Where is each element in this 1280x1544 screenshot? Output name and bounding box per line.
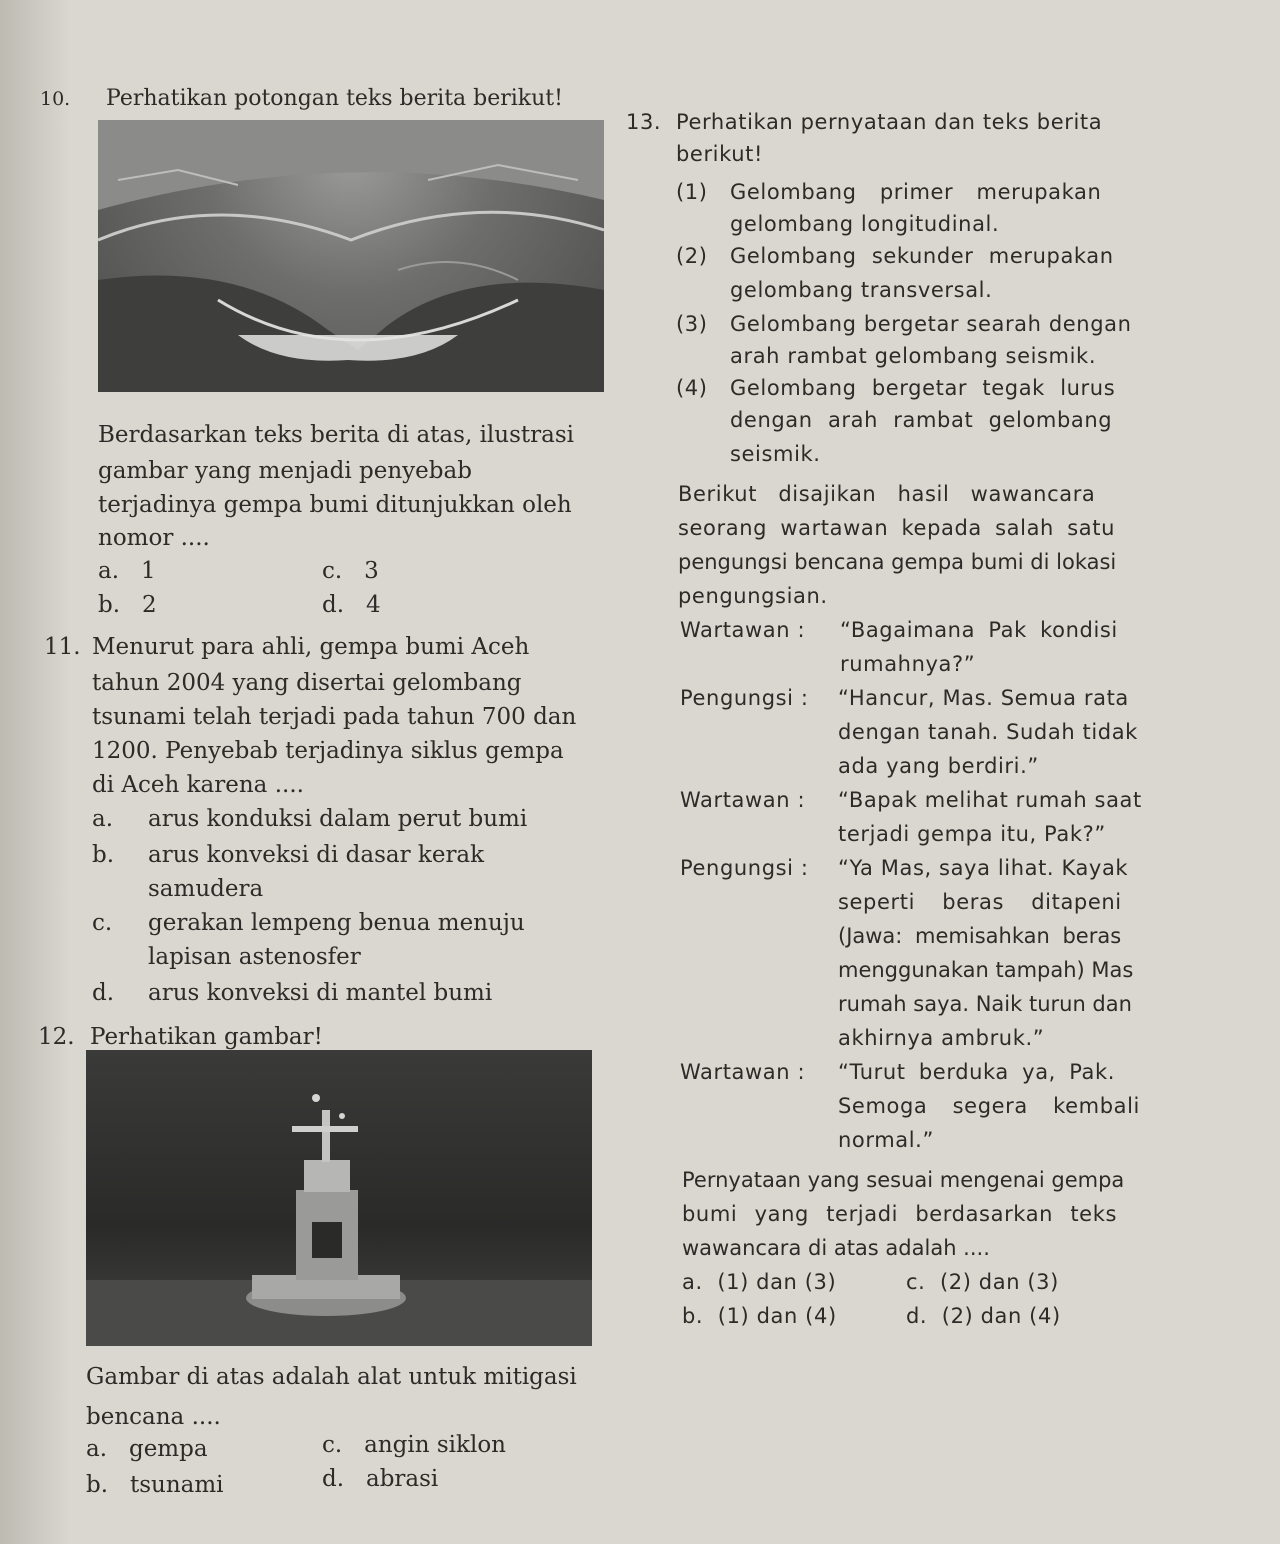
- q12-buoy-photo: [86, 1050, 592, 1346]
- dialogue-2-speaker: Pengungsi :: [680, 686, 809, 710]
- q11-option-c-cont[interactable]: lapisan astenosfer: [148, 944, 361, 970]
- dialogue-5-line-3: normal.”: [838, 1128, 934, 1152]
- q12-option-c[interactable]: c. angin siklon: [322, 1432, 506, 1458]
- q13-statement-1-cont: gelombang longitudinal.: [730, 212, 1000, 236]
- q10-news-image: [98, 120, 604, 392]
- dialogue-4-speaker: Pengungsi :: [680, 856, 809, 880]
- q13-option-d[interactable]: d. (2) dan (4): [906, 1304, 1061, 1328]
- q11-line-4: 1200. Penyebab terjadinya siklus gempa: [92, 738, 564, 764]
- q12-option-b[interactable]: b. tsunami: [86, 1472, 224, 1498]
- q12-option-d[interactable]: d. abrasi: [322, 1466, 439, 1492]
- q10-text-line-2: gambar yang menjadi penyebab: [98, 458, 472, 484]
- q12-text-line-2: bencana ....: [86, 1404, 221, 1430]
- q13-statement-2-num: (2): [676, 244, 708, 268]
- q13-statement-1: Gelombang primer merupakan: [730, 180, 1102, 204]
- dialogue-4-line-3: (Jawa: memisahkan beras: [838, 924, 1122, 948]
- q11-number: 11.: [44, 634, 81, 660]
- q11-option-c[interactable]: gerakan lempeng benua menuju: [148, 910, 525, 936]
- q13-intro-line-2: seorang wartawan kepada salah satu: [678, 516, 1115, 540]
- q13-question-line-2: bumi yang terjadi berdasarkan teks: [682, 1202, 1118, 1226]
- q13-statement-4-cont-1: dengan arah rambat gelombang: [730, 408, 1113, 432]
- q10-text-line-4: nomor ....: [98, 525, 210, 551]
- q11-line-5: di Aceh karena ....: [92, 772, 304, 798]
- dialogue-1-line-2: rumahnya?”: [840, 652, 976, 676]
- dialogue-3-speaker: Wartawan :: [680, 788, 806, 812]
- q12-number: 12.: [38, 1024, 75, 1050]
- dialogue-3-line-2: terjadi gempa itu, Pak?”: [838, 822, 1106, 846]
- earth-layers-illustration: [98, 120, 604, 392]
- q11-option-d-letter: d.: [92, 980, 115, 1006]
- q10-number: 10.: [40, 88, 71, 110]
- q11-option-c-letter: c.: [92, 910, 113, 936]
- dialogue-2-line-2: dengan tanah. Sudah tidak: [838, 720, 1138, 744]
- q10-option-c[interactable]: c. 3: [322, 558, 379, 584]
- q13-statement-3-num: (3): [676, 312, 708, 336]
- q13-prompt-line-1: Perhatikan pernyataan dan teks berita: [676, 110, 1103, 134]
- dialogue-2-line-3: ada yang berdiri.”: [838, 754, 1039, 778]
- dialogue-4-line-6: akhirnya ambruk.”: [838, 1026, 1045, 1050]
- q13-statement-4-num: (4): [676, 376, 708, 400]
- dialogue-1-speaker: Wartawan :: [680, 618, 806, 642]
- dialogue-5-line-1: “Turut berduka ya, Pak.: [838, 1060, 1116, 1084]
- q11-line-1: Menurut para ahli, gempa bumi Aceh: [92, 634, 530, 660]
- q13-option-c[interactable]: c. (2) dan (3): [906, 1270, 1059, 1294]
- q12-prompt: Perhatikan gambar!: [90, 1024, 323, 1050]
- q13-statement-3: Gelombang bergetar searah dengan: [730, 312, 1132, 336]
- dialogue-5-speaker: Wartawan :: [680, 1060, 806, 1084]
- q11-option-a-letter: a.: [92, 806, 114, 832]
- q11-option-b-cont[interactable]: samudera: [148, 876, 264, 902]
- dialogue-1-line-1: “Bagaimana Pak kondisi: [840, 618, 1118, 642]
- q13-prompt-line-2: berikut!: [676, 142, 763, 166]
- q13-statement-2: Gelombang sekunder merupakan: [730, 244, 1114, 268]
- q10-prompt: Perhatikan potongan teks berita berikut!: [106, 86, 563, 111]
- q13-statement-2-cont: gelombang transversal.: [730, 278, 993, 302]
- q13-question-line-1: Pernyataan yang sesuai mengenai gempa: [682, 1168, 1125, 1192]
- q13-option-a[interactable]: a. (1) dan (3): [682, 1270, 837, 1294]
- q10-option-b[interactable]: b. 2: [98, 592, 157, 618]
- q11-line-2: tahun 2004 yang disertai gelombang: [92, 670, 522, 696]
- q10-text-line-3: terjadinya gempa bumi ditunjukkan oleh: [98, 492, 572, 518]
- q11-line-3: tsunami telah terjadi pada tahun 700 dan: [92, 704, 577, 730]
- q12-text-line-1: Gambar di atas adalah alat untuk mitigasi: [86, 1364, 577, 1390]
- q13-question-line-3: wawancara di atas adalah ....: [682, 1236, 990, 1260]
- q12-option-a[interactable]: a. gempa: [86, 1436, 208, 1462]
- dialogue-5-line-2: Semoga segera kembali: [838, 1094, 1140, 1118]
- q13-statement-3-cont: arah rambat gelombang seismik.: [730, 344, 1097, 368]
- q10-option-a[interactable]: a. 1: [98, 558, 156, 584]
- q13-intro-line-4: pengungsian.: [678, 584, 828, 608]
- q13-option-b[interactable]: b. (1) dan (4): [682, 1304, 837, 1328]
- q13-statement-4-cont-2: seismik.: [730, 442, 821, 466]
- q11-option-a[interactable]: arus konduksi dalam perut bumi: [148, 806, 528, 832]
- tsunami-buoy-illustration: [86, 1050, 592, 1346]
- q11-option-d[interactable]: arus konveksi di mantel bumi: [148, 980, 493, 1006]
- dialogue-3-line-1: “Bapak melihat rumah saat: [838, 788, 1142, 812]
- page-edge-shadow: [0, 0, 70, 1544]
- q11-option-b-letter: b.: [92, 842, 115, 868]
- q13-intro-line-3: pengungsi bencana gempa bumi di lokasi: [678, 550, 1117, 574]
- dialogue-4-line-1: “Ya Mas, saya lihat. Kayak: [838, 856, 1129, 880]
- q13-number: 13.: [626, 110, 662, 134]
- q11-option-b[interactable]: arus konveksi di dasar kerak: [148, 842, 485, 868]
- dialogue-4-line-5: rumah saya. Naik turun dan: [838, 992, 1132, 1016]
- q13-intro-line-1: Berikut disajikan hasil wawancara: [678, 482, 1096, 506]
- dialogue-2-line-1: “Hancur, Mas. Semua rata: [838, 686, 1129, 710]
- dialogue-4-line-2: seperti beras ditapeni: [838, 890, 1122, 914]
- q13-statement-1-num: (1): [676, 180, 708, 204]
- dialogue-4-line-4: menggunakan tampah) Mas: [838, 958, 1134, 982]
- q10-option-d[interactable]: d. 4: [322, 592, 381, 618]
- q13-statement-4: Gelombang bergetar tegak lurus: [730, 376, 1116, 400]
- q10-text-line-1: Berdasarkan teks berita di atas, ilustrasi: [98, 422, 575, 448]
